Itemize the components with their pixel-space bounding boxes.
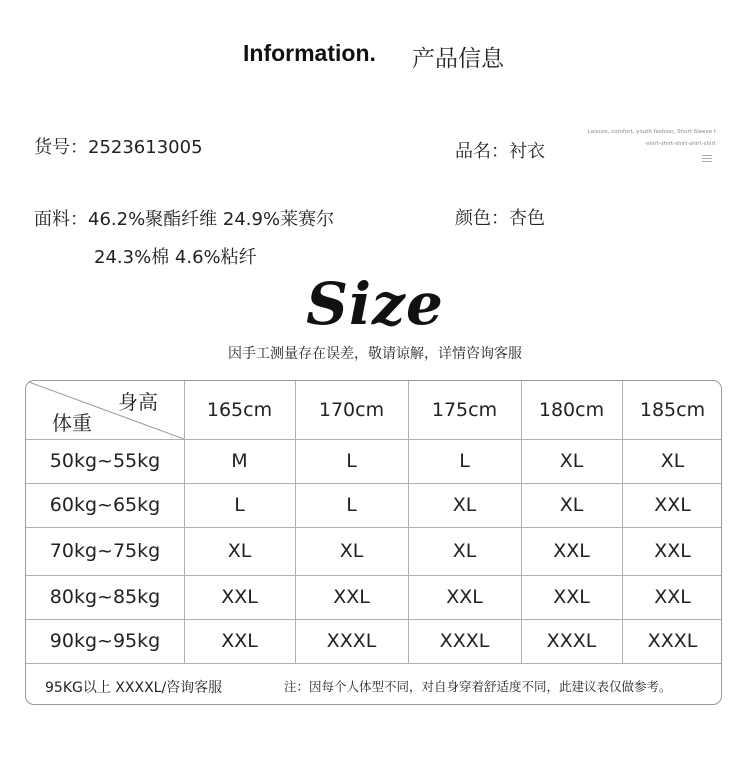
size-cell: XXL bbox=[654, 586, 691, 608]
size-cell: XL bbox=[452, 494, 477, 516]
size-cell: XXXL bbox=[326, 630, 377, 652]
tagline bbox=[566, 126, 716, 150]
size-cell: XXL bbox=[654, 540, 691, 562]
size-cell: M bbox=[231, 450, 248, 472]
size-cell: XXXL bbox=[647, 630, 698, 652]
row-weight-cell: 80kg~85kg bbox=[49, 586, 161, 608]
size-cell: XXL bbox=[221, 586, 258, 608]
size-cell: XL bbox=[339, 540, 364, 562]
size-cell: L bbox=[459, 450, 470, 472]
measurement-note: 因手工测量存在误差，敬请谅解，详情咨询客服 bbox=[228, 346, 522, 362]
header-weight-label: 体重 bbox=[52, 411, 92, 435]
size-cell: L bbox=[346, 450, 357, 472]
size-cell: XXL bbox=[553, 540, 590, 562]
size-cell: XL bbox=[227, 540, 252, 562]
size-cell: XL bbox=[559, 494, 584, 516]
size-cell: L bbox=[234, 494, 245, 516]
title-chinese: 产品信息 bbox=[412, 46, 504, 72]
size-cell: XXL bbox=[221, 630, 258, 652]
header-height-cell: 170cm bbox=[318, 399, 385, 421]
tagline-line-2: -shirt-shirt-shirt-shirt-shirt bbox=[644, 141, 716, 147]
size-cell: XXL bbox=[654, 494, 691, 516]
corner-diagonal bbox=[26, 381, 184, 439]
title-english: Information. bbox=[243, 40, 376, 66]
row-weight-cell: 70kg~75kg bbox=[49, 540, 161, 562]
size-cell: XXL bbox=[553, 586, 590, 608]
size-cell: L bbox=[346, 494, 357, 516]
size-cell: XL bbox=[660, 450, 685, 472]
footer-note-left: 95KG以上 XXXXL/咨询客服 bbox=[45, 680, 223, 696]
size-cell: XXL bbox=[446, 586, 483, 608]
row-weight-cell: 60kg~65kg bbox=[49, 494, 161, 516]
product-name: 品名：衬衣 bbox=[455, 141, 545, 162]
fabric-line-2: 24.3%棉 4.6%粘纤 bbox=[94, 247, 257, 268]
size-cell: XXXL bbox=[546, 630, 597, 652]
size-cell: XXXL bbox=[439, 630, 490, 652]
header-height-cell: 165cm bbox=[206, 399, 273, 421]
size-cell: XXL bbox=[333, 586, 370, 608]
list-lines-icon bbox=[702, 155, 712, 164]
size-heading: Size bbox=[306, 270, 444, 338]
footer-note-right: 注：因每个人体型不同，对自身穿着舒适度不同，此建议表仅做参考。 bbox=[284, 679, 672, 694]
header-height-cell: 180cm bbox=[538, 399, 605, 421]
header-height-cell: 175cm bbox=[431, 399, 498, 421]
header-height-label: 身高 bbox=[118, 390, 158, 414]
fabric-line-1: 面料：46.2%聚酯纤维 24.9%莱赛尔 bbox=[34, 209, 335, 230]
size-cell: XL bbox=[559, 450, 584, 472]
header-height-cell: 185cm bbox=[639, 399, 706, 421]
row-divider bbox=[26, 663, 721, 664]
product-color: 颜色：杏色 bbox=[455, 208, 545, 229]
item-number: 货号：2523613005 bbox=[34, 137, 203, 158]
size-table bbox=[25, 380, 722, 705]
tagline-line-1: Leisure, comfort, youth fashion, Short Sleeve t bbox=[587, 129, 716, 135]
row-weight-cell: 90kg~95kg bbox=[49, 630, 161, 652]
size-cell: XL bbox=[452, 540, 477, 562]
row-weight-cell: 50kg~55kg bbox=[49, 450, 161, 472]
